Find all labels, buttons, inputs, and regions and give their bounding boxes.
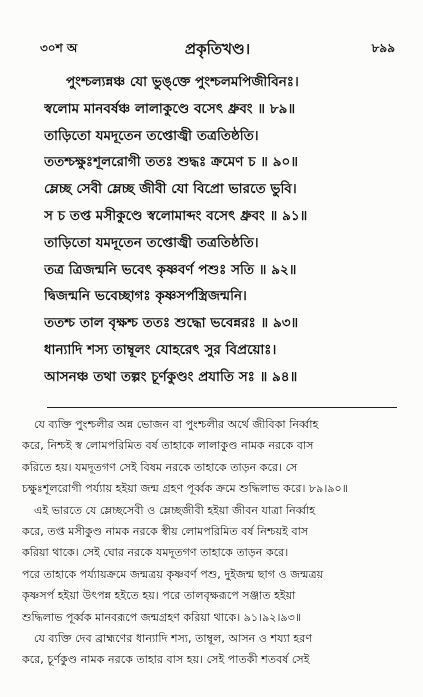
commentary-line: করে, চূর্ণকুণ্ড নামক নরকে তাহার বাস হয়। সেই পাতকী শতবর্ষ সেই: [22, 653, 310, 667]
verse-line: ততশ্চক্ষুঃশূলরোগী ততঃ শুদ্ধঃ ক্রমেণ চ ॥ ৯০॥: [44, 155, 299, 171]
section-divider: [47, 407, 397, 408]
commentary-line: করে, তপ্ত মসীকুণ্ড নামক নরকে স্বীয় লোমপরিমিত বর্ষ নিশ্চয়ই বাস: [22, 524, 309, 538]
bengali-commentary: [22, 414, 406, 671]
commentary-line: পরে তাহাকে পর্য্যায়ক্রমে জন্মত্রয় কৃষ্ণবর্ণ পশু, দুইজন্ম ছাগ ও জন্মত্রয়: [22, 567, 324, 581]
commentary-line: কৃষ্ণসর্প হইয়া উৎপন্ন হইতে হয়। পরে তালবৃক্ষরূপে সঞ্জাত হইয়া: [22, 589, 296, 603]
commentary-line: চক্ষুঃশূলরোগী পর্য্যায় হইয়া জন্ম গ্রহণ পূর্ব্বক ক্রমে শুদ্ধিলাভ করে। ৮৯।৯০॥: [22, 482, 348, 496]
commentary-line: যে ব্যক্তি দেব ব্রাহ্মণের ধান্যাদি শস্য, তাম্বূল, আসন ও শয্যা হরণ: [34, 631, 313, 645]
sanskrit-verses: [44, 70, 404, 392]
verse-line: দ্বিজন্মনি ভবেচ্ছাগঃ কৃষ্ণসর্পস্ত্রিজন্মনি।: [44, 289, 247, 305]
commentary-line: এই ভারতে যে ম্লেচ্ছসেবী ও ম্লেচ্ছজীবী হইয়া জীবন যাত্রা নির্ব্বাহ: [34, 503, 316, 517]
verse-line: ধান্যাদি শস্য তাম্বূলং যোহরেৎ সুর বিপ্রয়োঃ।: [44, 342, 277, 358]
verse-line: তাড়িতো যমদূতেন তপ্তোজ্বী তত্রতিষ্ঠতি।: [44, 128, 259, 144]
verse-line: তত্র ত্রিজন্মনি ভবেৎ কৃষ্ণবর্ণ পশুঃ সতি ॥ ৯২॥: [44, 262, 297, 278]
commentary-line: শুদ্ধিলাভ পূর্ব্বক মানবরূপে জন্মগ্রহণ করিয়া থাকে। ৯১।৯২।৯৩॥: [22, 610, 302, 624]
commentary-line: করিয়া থাকে। সেই ঘোর নরকে যমদূতগণ তাহাকে তাড়ন করে।: [22, 546, 289, 560]
verse-line: তাড়িতো যমদূতেন তপ্তোজ্বী তত্রতিষ্ঠতি।: [44, 235, 259, 251]
verse-line: স্বলোম মানবর্ষঞ্চ লালাকুণ্ডে বসেৎ ধ্রুবং ॥ ৮৯॥: [44, 101, 296, 117]
commentary-line: করে, নিশ্চই স্ব লোমপরিমিত বর্ষ তাহাকে লালাকুণ্ড নামক নরকে বাস: [22, 439, 314, 453]
verse-line: ম্লেচ্ছ সেবী ম্লেচ্ছ জীবী যো বিপ্রো ভারতে ভুবি।: [44, 182, 297, 198]
commentary-line: যে ব্যক্তি পুংশ্চলীর অন্ন ভোজন বা পুংশ্চলীর অর্থে জীবিকা নির্ব্বাহ: [34, 418, 319, 431]
verse-line: স চ তপ্ত মসীকুণ্ডে স্বলোমাব্দং বসেৎ ধ্রুবং ॥ ৯১॥: [44, 208, 308, 224]
book-title: প্রকৃতিখণ্ড।: [184, 40, 251, 58]
page-header: [40, 38, 395, 62]
commentary-line: করিতে হয়। যমদূতগণ সেই বিষম নরকে তাহাকে তাড়ন করে। সে: [22, 460, 298, 474]
verse-line: আসনঞ্চ তথা তল্পং চূর্ণকুণ্ডং প্রযাতি সঃ ॥ ৯৪॥: [44, 369, 298, 385]
page-number: ৮৯৯: [371, 41, 395, 55]
verse-line: ততশ্চ তাল বৃক্ষশ্চ ততঃ শুদ্ধো ভবেন্নরঃ ॥ ৯৩॥: [44, 316, 299, 332]
verse-line: পুংশ্চল্যন্নঞ্চ যো ভুঙ্‌ক্তে পুংশ্চলমপিজীবিনঃ।: [66, 75, 299, 90]
chapter-label: ৩০শ অ: [40, 41, 78, 55]
